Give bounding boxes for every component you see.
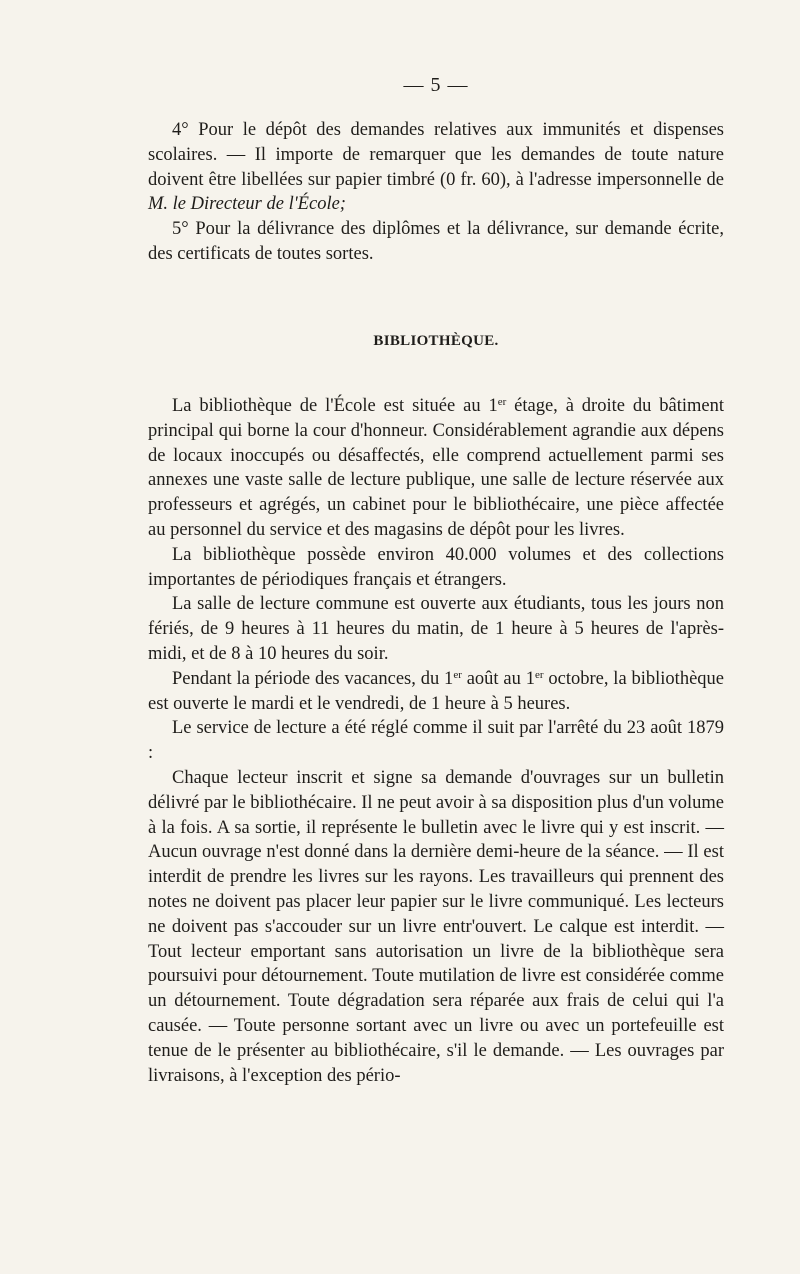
superscript-er: er [497,396,507,408]
paragraph-location [148,394,724,543]
paragraph-decree: Le service de lecture a été réglé comme il suit par l'arrêté du 23 août 1879 : [148,718,724,764]
item-4-text: 4° Pour le dépôt des demandes relatives aux immunités et dispenses scolaires. — Il importe de remarquer que les demandes de toute nature doivent être libellées sur papier timbré (0 fr. 60), à l'adresse impersonnelle de [148,120,724,190]
document-page [148,0,724,1274]
superscript-er: er [453,668,462,681]
vacation-text-1: Pendant la période des vacances, du 1 [172,668,454,689]
paragraph-location-text-1: La bibliothèque de l'École est située au 1 [172,396,498,416]
page-number: — 5 — [403,74,469,96]
library-section-body [148,394,724,1088]
superscript-er: er [534,668,544,681]
paragraph-location-text-2: étage, à droite du bâtiment principal qui borne la cour d'honneur. Considérablement agrandie aux dépens de locaux inoccupés ou désaffectés, elle comprend actuellement parmi ses annexes une vaste salle de lecture publique, une salle de lecture réservée aux professeurs et agrégés, un cabinet pour le bibliothécaire, une pièce affectée au personnel du service et des magasins de dépôt pour les livres. [148,396,724,540]
item-4-addressee: M. le Directeur de l'École; [148,194,346,215]
paragraph-vacation-hours [148,667,724,717]
paragraph-collections: La bibliothèque possède environ 40.000 volumes et des collections importantes de périodiques français et étrangers. [148,544,724,590]
paragraph-reading-rules: Chaque lecteur inscrit et signe sa demande d'ouvrages sur un bulletin délivré par le bibliothécaire. Il ne peut avoir à sa disposition plus d'un volume à la fois. A sa sortie, il représente le bulletin avec le livre qui y est inscrit. — Aucun ouvrage n'est donné dans la dernière demi-heure de la séance. — Il est interdit de prendre les livres sur les rayons. Les travailleurs qui prennent des notes ne doivent pas placer leur papier sur le livre communiqué. Les lecteurs ne doivent pas s'accouder sur un livre entr'ouvert. Le calque est interdit. — Tout lecteur emportant sans autorisation un livre de la bibliothèque sera poursuivi pour détournement. Toute mutilation de livre est considérée comme un détournement. Toute dégradation sera réparée aux frais de celui qui l'a causée. — Toute personne sortant avec un livre ou avec un portefeuille est tenue de le présenter au bibliothécaire, s'il le demande. — Les ouvrages par livraisons, à l'exception des pério- [148,767,724,1086]
item-5-paragraph: 5° Pour la délivrance des diplômes et la délivrance, sur demande écrite, des certificats de toutes sortes. [148,219,724,264]
top-section [148,118,724,267]
section-heading: BIBLIOTHÈQUE. [373,333,499,349]
item-4-paragraph [148,118,724,217]
vacation-text-2: août au 1 [461,668,535,689]
paragraph-opening-hours: La salle de lecture commune est ouverte aux étudiants, tous les jours non fériés, de 9 heures à 11 heures du matin, de 1 heure à 5 heures de l'après-midi, et de 8 à 10 heures du soir. [148,594,724,664]
vacation-text-3: octobre, la bibliothèque est ouverte le mardi et le vendredi, de 1 heure à 5 heures. [148,668,724,714]
